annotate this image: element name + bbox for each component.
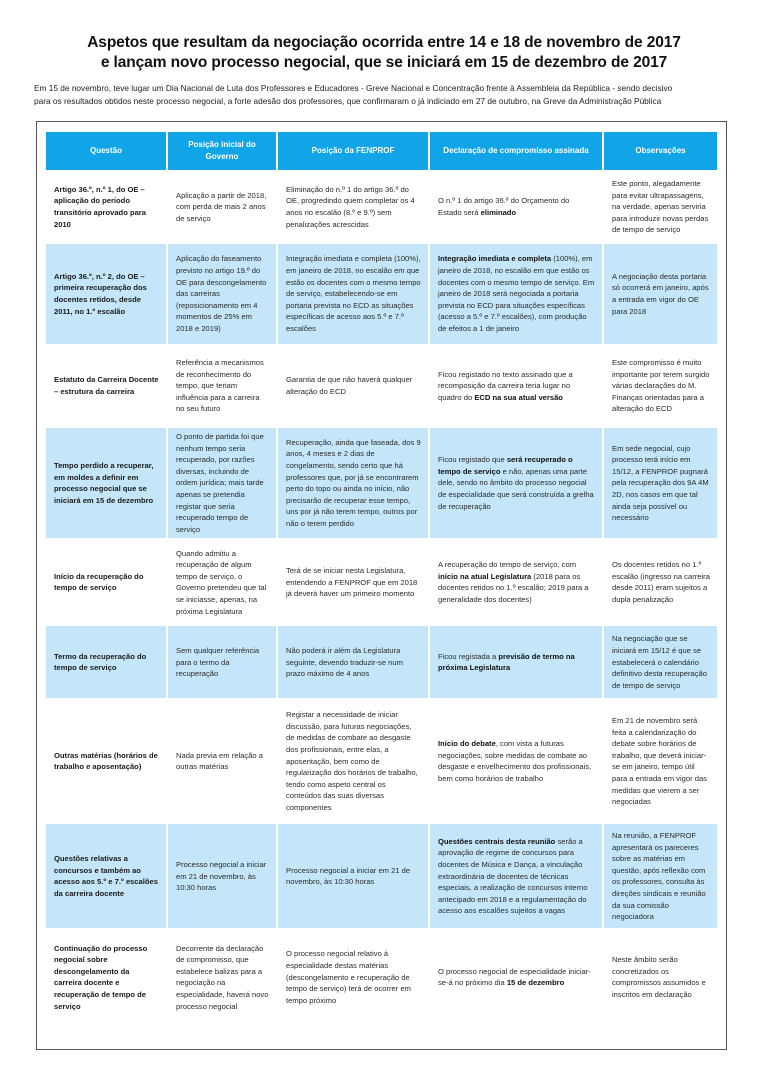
declaracao-emphasis: 15 de dezembro [506,978,565,988]
cell-declaracao [430,346,602,426]
header-governo: Posição inicial do Governo [168,132,276,170]
cell-observacoes: Os docentes retidos no 1.º escalão (ingresso na carreira desde 2011) eram sujeitos a dupla penalização [604,540,717,624]
declaracao-emphasis: início na atual Legislatura [438,571,532,581]
cell-observacoes: Na negociação que se iniciará em 15/12 é que se estabelecerá o calendário definitivo desta recuperação de tempo de serviço [604,626,717,698]
table-row [46,824,717,928]
cell-fenprof: Não poderá ir além da Legislatura seguinte, devendo traduzir-se num prazo máximo de 4 anos [278,626,428,698]
cell-governo: Aplicação do faseamento previsto no artigo 19.º do OE para descongelamento das carreiras (reposicionamento em 4 momentos de 25% em 2018 e 2019) [168,244,276,344]
cell-fenprof: Garantia de que não haverá qualquer alteração do ECD [278,346,428,426]
declaracao-text: A recuperação do tempo de serviço, com [438,560,577,570]
cell-fenprof: Registar a necessidade de iniciar discussão, para futuras negociações, de medidas de combate ao desgaste dos profissionais, entre elas, a aposentação, bem como de regularização dos horários de trabalho, tendo como aspeto central os conteúdos das suas diversas componentes [278,700,428,822]
table-row [46,930,717,1024]
cell-observacoes: Neste âmbito serão concretizados os compromissos assumidos e inscritos em declaração [604,930,717,1024]
cell-fenprof: Recuperação, ainda que faseada, dos 9 anos, 4 meses e 2 dias de congelamento, sendo certo que há professores que, por já se encontrarem perto do topo ou ainda no início, não precisarão de recuperar esse tempo, uns por já não terem tempo, outros por não o terem perdido [278,428,428,538]
cell-fenprof: Processo negocial a iniciar em 21 de novembro, às 10:30 horas [278,824,428,928]
declaracao-emphasis: eliminado [480,208,517,217]
cell-declaracao [430,930,602,1024]
cell-observacoes: Em sede negocial, cujo processo terá início em 15/12, a FENPROF pugnará pela recuperação dos 9A 4M 2D, nos casos em que tal ainda seja possível ou necessário [604,428,717,538]
cell-observacoes: Este compromisso é muito importante por terem surgido várias declarações do M. Finanças orientadas para a alteração do ECD [604,346,717,426]
cell-governo: Decorrente da declaração de compromisso, que estabelece balizas para a negociação na especialidade, haverá novo processo negocial [168,930,276,1024]
cell-questao: Outras matérias (horários de trabalho e aposentação) [46,700,166,822]
document-title [0,33,768,73]
cell-declaracao [430,626,602,698]
cell-declaracao [430,700,602,822]
declaracao-text: Ficou registada a [438,651,499,661]
declaracao-text: O n.º 1 do artigo 36.º do Orçamento do Estado será [438,196,570,217]
cell-governo: Nada previa em relação a outras matérias [168,700,276,822]
header-fenprof: Posição da FENPROF [278,132,428,170]
table-header-row [46,132,717,170]
cell-governo: Quando admitiu a recuperação de algum tempo de serviço, o Governo pretendeu que tal se iniciasse, apenas, na próxima Legislatura [168,540,276,624]
cell-declaracao [430,428,602,538]
declaracao-emphasis: previsão de termo na próxima Legislatura [438,651,575,673]
cell-observacoes: A negociação desta portaria só ocorrerá em janeiro, após a entrada em vigor do OE para 2018 [604,244,717,344]
declaracao-text: Ficou registado no texto assinado que a recomposição da carreira teria lugar no quadro do [438,369,573,402]
declaracao-text-tail: serão a aprovação de regime de concursos para docentes de Música e Dança, a vinculação extraordinária de docentes de técnicas especiais, a realização de concursos interno antecipado em 2018 e a regulamentação do acesso aos escalões sujeitos a vagas [438,836,588,916]
title-line-1: Aspetos que resultam da negociação ocorrida entre 14 e 18 de novembro de 2017 [87,34,681,51]
cell-questao: Continuação do processo negocial sobre descongelamento da carreira docente e recuperação de tempo de serviço [46,930,166,1024]
cell-questao: Tempo perdido a recuperar, em moldes a definir em processo negocial que se iniciará em 15 de dezembro [46,428,166,538]
cell-fenprof: O processo negocial relativo à especialidade destas matérias (descongelamento e recuperação de tempo de serviço) terá de ocorrer em tempo próximo [278,930,428,1024]
table-frame [36,121,727,1050]
intro-line-2: para os resultados obtidos neste processo negocial, a forte adesão dos professores, que confirmaram o já indiciado em 27 de outubro, na Greve da Administração Pública [34,96,662,106]
cell-fenprof: Eliminação do n.º 1 do artigo 36.º do OE, progredindo quem completar os 4 anos no escalão (8.º e 9.º) sem penalizações acrescidas [278,172,428,242]
cell-questao: Artigo 36.º, n.º 2, do OE – primeira recuperação dos docentes retidos, desde 2011, no 1.º escalão [46,244,166,344]
negotiation-table [44,130,719,1026]
declaracao-text-tail: (2018 para os docentes retidos no 1.º escalão; 2019 para a generalidade dos docentes) [438,571,589,604]
header-observacoes: Observações [604,132,717,170]
declaracao-text-tail: e não, apenas uma parte dele, sendo no âmbito do processo negocial de especialidade que será construída a grelha de recuperação [438,466,594,511]
cell-declaracao [430,244,602,344]
cell-questao: Início da recuperação do tempo de serviço [46,540,166,624]
table-row [46,244,717,344]
header-declaracao: Declaração de compromisso assinada [430,132,602,170]
declaracao-emphasis: Integração imediata e completa [438,254,552,264]
cell-observacoes: Na reunião, a FENPROF apresentará os pareceres sobre as matérias em questão, após reflexão com os professores, consulta às direções sindicais e reunião da sua comissão negociadora [604,824,717,928]
cell-questao: Termo da recuperação do tempo de serviço [46,626,166,698]
cell-fenprof: Terá de se iniciar nesta Legislatura, entendendo a FENPROF que em 2018 já deverá haver um primeiro momento [278,540,428,624]
declaracao-text-tail: (100%), em janeiro de 2018, no escalão em que estão os docentes com o mesmo tempo de serviço. Em janeiro de 2018 será negociada a portaria prevista no ECD para situações específicas (acesso a 5.º e 7.º escalões), com produção de efeitos a 1 de janeiro [438,254,595,333]
table-row [46,626,717,698]
cell-governo: Processo negocial a iniciar em 21 de novembro, às 10:30 horas [168,824,276,928]
cell-declaracao [430,172,602,242]
declaracao-emphasis: Início do debate [438,739,496,749]
cell-declaracao [430,540,602,624]
cell-governo: Referência a mecanismos de reconhecimento do tempo, que teriam influência para a carreira no seu futuro [168,346,276,426]
title-line-2: e lançam novo processo negocial, que se iniciará em 15 de dezembro de 2017 [100,54,668,71]
declaracao-text: O processo negocial de especialidade iniciar-se-á no próximo dia [438,966,591,988]
cell-observacoes: Em 21 de novembro será feita a calendarização do debate sobre horários de trabalho, que deverá iniciar-se em janeiro, tempo útil para a entrada em vigor das medidas que vierem a ser negociadas [604,700,717,822]
cell-fenprof: Integração imediata e completa (100%), em janeiro de 2018, no escalão em que estão os docentes com o mesmo tempo de serviço, estabelecendo-se em portaria prevista no ECD as situações específicas de acesso aos 5.º e 7.º escalões [278,244,428,344]
header-questao: Questão [46,132,166,170]
declaracao-emphasis: Questões centrais desta reunião [438,836,556,846]
cell-observacoes: Este ponto, alegadamente para evitar ultrapassagens, na verdade, apenas serviria para introduzir novas perdas de tempo de serviço [604,172,717,242]
declaracao-emphasis: ECD na sua atual versão [474,392,563,402]
table-row [46,346,717,426]
cell-governo: O ponto de partida foi que nenhum tempo seria recuperado, por razões diversas, incluindo de ordem jurídica; mais tarde apenas se pretendia registar que seria recuperado tempo de serviço [168,428,276,538]
cell-questao: Artigo 36.º, n.º 1, do OE – aplicação do período transitório aprovado para 2010 [46,172,166,242]
intro-line-1: Em 15 de novembro, teve lugar um Dia Nacional de Luta dos Professores e Educadores - Greve Nacional e Concentração frente à Assembleia da República - sendo decisivo [34,83,673,93]
declaracao-text: Ficou registado que [438,455,507,465]
declaracao-emphasis: será recuperado o tempo de serviço [438,455,573,476]
cell-questao: Questões relativas a concursos e também ao acesso aos 5.º e 7.º escalões da carreira docente [46,824,166,928]
intro-paragraph [34,82,734,108]
cell-governo: Aplicação a partir de 2018, com perda de mais 2 anos de serviço [168,172,276,242]
table-row [46,172,717,242]
table-row [46,540,717,624]
cell-declaracao [430,824,602,928]
cell-questao: Estatuto da Carreira Docente – estrutura da carreira [46,346,166,426]
cell-governo: Sem qualquer referência para o termo da recuperação [168,626,276,698]
table-row [46,700,717,822]
declaracao-text-tail: , com vista a futuras negociações, sobre medidas de combate ao desgaste e envelhecimento dos profissionais, bem como horários de trabalho [438,739,592,783]
table-row [46,428,717,538]
